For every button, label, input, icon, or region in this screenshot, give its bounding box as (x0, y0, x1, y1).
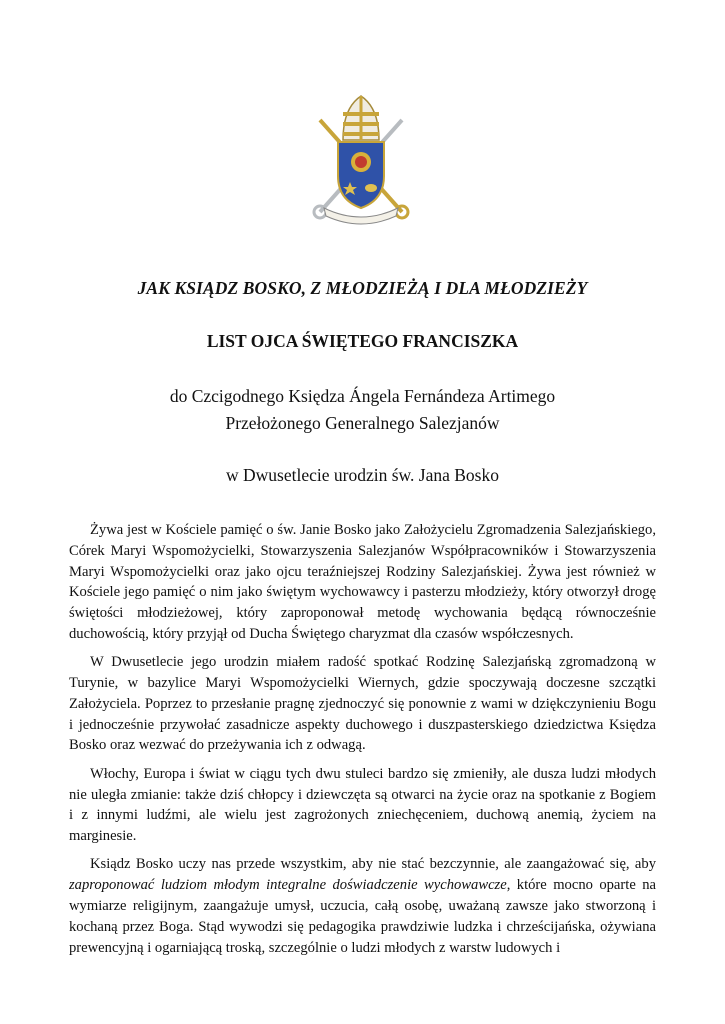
paragraph-4 (69, 854, 656, 958)
paragraph-1: Żywa jest w Kościele pamięć o św. Janie Bosko jako Założycielu Zgromadzenia Salezjańskiego, Córek Maryi Wspomożycielki, Stowarzyszenia Salezjanów Współpracowników i Stowarzyszenia Maryi Wspomożycielki oraz jako ojcu teraźniejszej Rodziny Salezjańskiej. Żywa jest również w Kościele jego pamięć o nim jako świętym wychowawcy i pasterzu młodzieży, który otworzył drogę świętości młodzieżowej, który zaproponował metodę wychowania będącą równocześnie duchowością, który przyjął od Ducha Świętego charyzmat dla czasów współczesnych. (69, 522, 656, 642)
papal-coat-of-arms-icon (310, 90, 412, 230)
occasion-line: w Dwusetlecie urodzin św. Jana Bosko (226, 465, 499, 485)
addressee-line-1: do Czcigodnego Księdza Ángela Fernándeza Artimego (169, 386, 556, 406)
addressee (0, 383, 725, 437)
letter-subtitle: LIST OJCA ŚWIĘTEGO FRANCISZKA (206, 331, 519, 351)
paragraph-4-end: , które mocno oparte na wymiarze religijnym, zaangażuje umysł, uczucia, całą osobę, uważaną zawsze jako stworzoną i kochaną przez Boga. Stąd wywodzi się pedagogika prawdziwie ludzka i chrześcijańska, ożywiana prewencyjną i ogarniającą troską, szczególnie o ludzi młodych z warstw ludowych i (69, 877, 656, 956)
letter-body (69, 520, 656, 966)
paragraph-4-start: Ksiądz Bosko uczy nas przede wszystkim, aby nie stać bezczynnie, ale zaangażować się, aby (90, 856, 656, 873)
paragraph-2: W Dwusetlecie jego urodzin miałem radość spotkać Rodzinę Salezjańską zgromadzoną w Turynie, w bazylice Maryi Wspomożycielki Wiernych, gdzie spoczywają doczesne szczątki Założyciela. Poprzez to przesłanie pragnę zjednoczyć się ponownie z wami w dziękczynieniu Bogu i jednocześnie przywołać zasadnicze aspekty duchowego i duszpasterskiego dziedzictwa Księdza Bosko oraz wezwać do przeżywania ich z odwagą. (69, 654, 656, 754)
paragraph-4-emphasis: zaproponować ludziom młodym integralne doświadczenie wychowawcze (69, 877, 507, 894)
letter-title: JAK KSIĄDZ BOSKO, Z MŁODZIEŻĄ I DLA MŁODZIEŻY (137, 278, 588, 298)
addressee-line-2: Przełożonego Generalnego Salezjanów (225, 413, 500, 433)
paragraph-3: Włochy, Europa i świat w ciągu tych dwu stuleci bardzo się zmieniły, ale dusza ludzi młodych nie uległa zmianie: także dziś chłopcy i dziewczęta są otwarci na życie oraz na spotkanie z Bogiem i z innymi ludźmi, ale wielu jest zagrożonych zniechęceniem, duchową anemią, życiem na marginesie. (69, 765, 656, 845)
